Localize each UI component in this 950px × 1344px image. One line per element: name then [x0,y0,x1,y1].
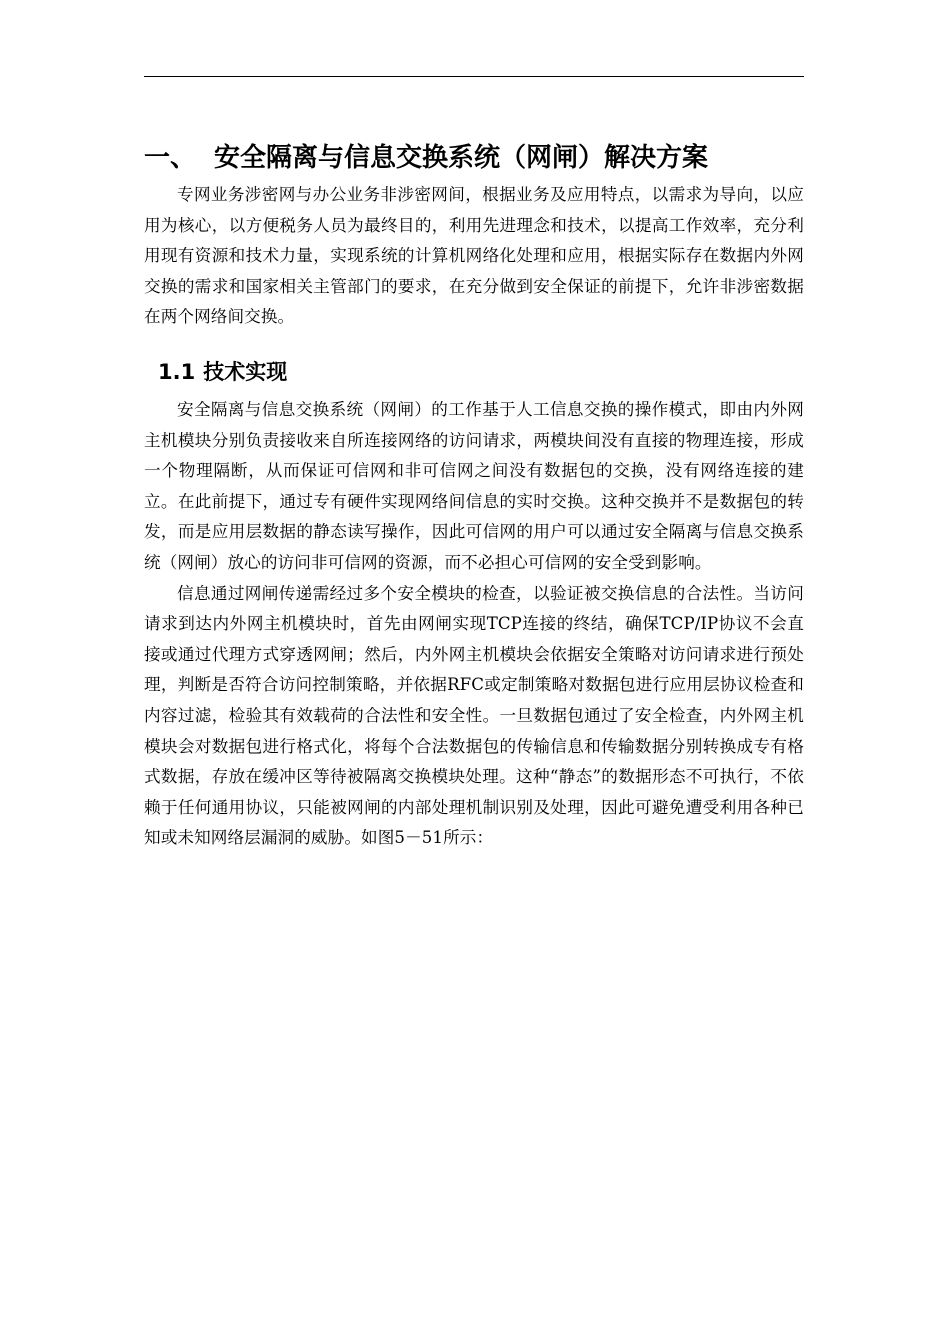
subsection-title: 技术实现 [203,359,288,384]
header-rule [144,76,804,77]
body-paragraph-2: 信息通过网闸传递需经过多个安全模块的检查，以验证被交换信息的合法性。当访问请求到达内外网主机模块时，首先由网闸实现TCP连接的终结，确保TCP/IP协议不会直接或通过代理方式穿透网闸；然后，内外网主机模块会依据安全策略对访问请求进行预处理，判断是否符合访问控制策略，并依据RFC或定制策略对数据包进行应用层协议检查和内容过滤，检验其有效载荷的合法性和安全性。一旦数据包通过了安全检查，内外网主机模块会对数据包进行格式化，将每个合法数据包的传输信息和传输数据分别转换成专有格式数据，存放在缓冲区等待被隔离交换模块处理。这种“静态”的数据形态不可执行，不依赖于任何通用协议，只能被网闸的内部处理机制识别及处理，因此可避免遭受利用各种已知或未知网络层漏洞的威胁。如图5－51所示： [144,583,804,848]
section-number: 一、 [144,143,197,173]
intro-paragraph: 专网业务涉密网与办公业务非涉密网间，根据业务及应用特点，以需求为导向，以应用为核心，以方便税务人员为最终目的，利用先进理念和技术，以提高工作效率，充分利用现有资源和技术力量，实现系统的计算机网络化处理和应用，根据实际存在数据内外网交换的需求和国家相关主管部门的要求，在充分做到安全保证的前提下，允许非涉密数据在两个网络间交换。 [144,185,804,327]
subsection-number: 1.1 [158,359,196,384]
section-title: 安全隔离与信息交换系统（网闸）解决方案 [214,143,709,173]
section-heading [144,138,804,178]
subsection-heading [158,357,804,387]
document-body [144,138,804,854]
body-paragraph-1: 安全隔离与信息交换系统（网闸）的工作基于人工信息交换的操作模式，即由内外网主机模块分别负责接收来自所连接网络的访问请求，两模块间没有直接的物理连接，形成一个物理隔断，从而保证可信网和非可信网之间没有数据包的交换，没有网络连接的建立。在此前提下，通过专有硬件实现网络间信息的实时交换。这种交换并不是数据包的转发，而是应用层数据的静态读写操作，因此可信网的用户可以通过安全隔离与信息交换系统（网闸）放心的访问非可信网的资源，而不必担心可信网的安全受到影响。 [144,399,804,572]
